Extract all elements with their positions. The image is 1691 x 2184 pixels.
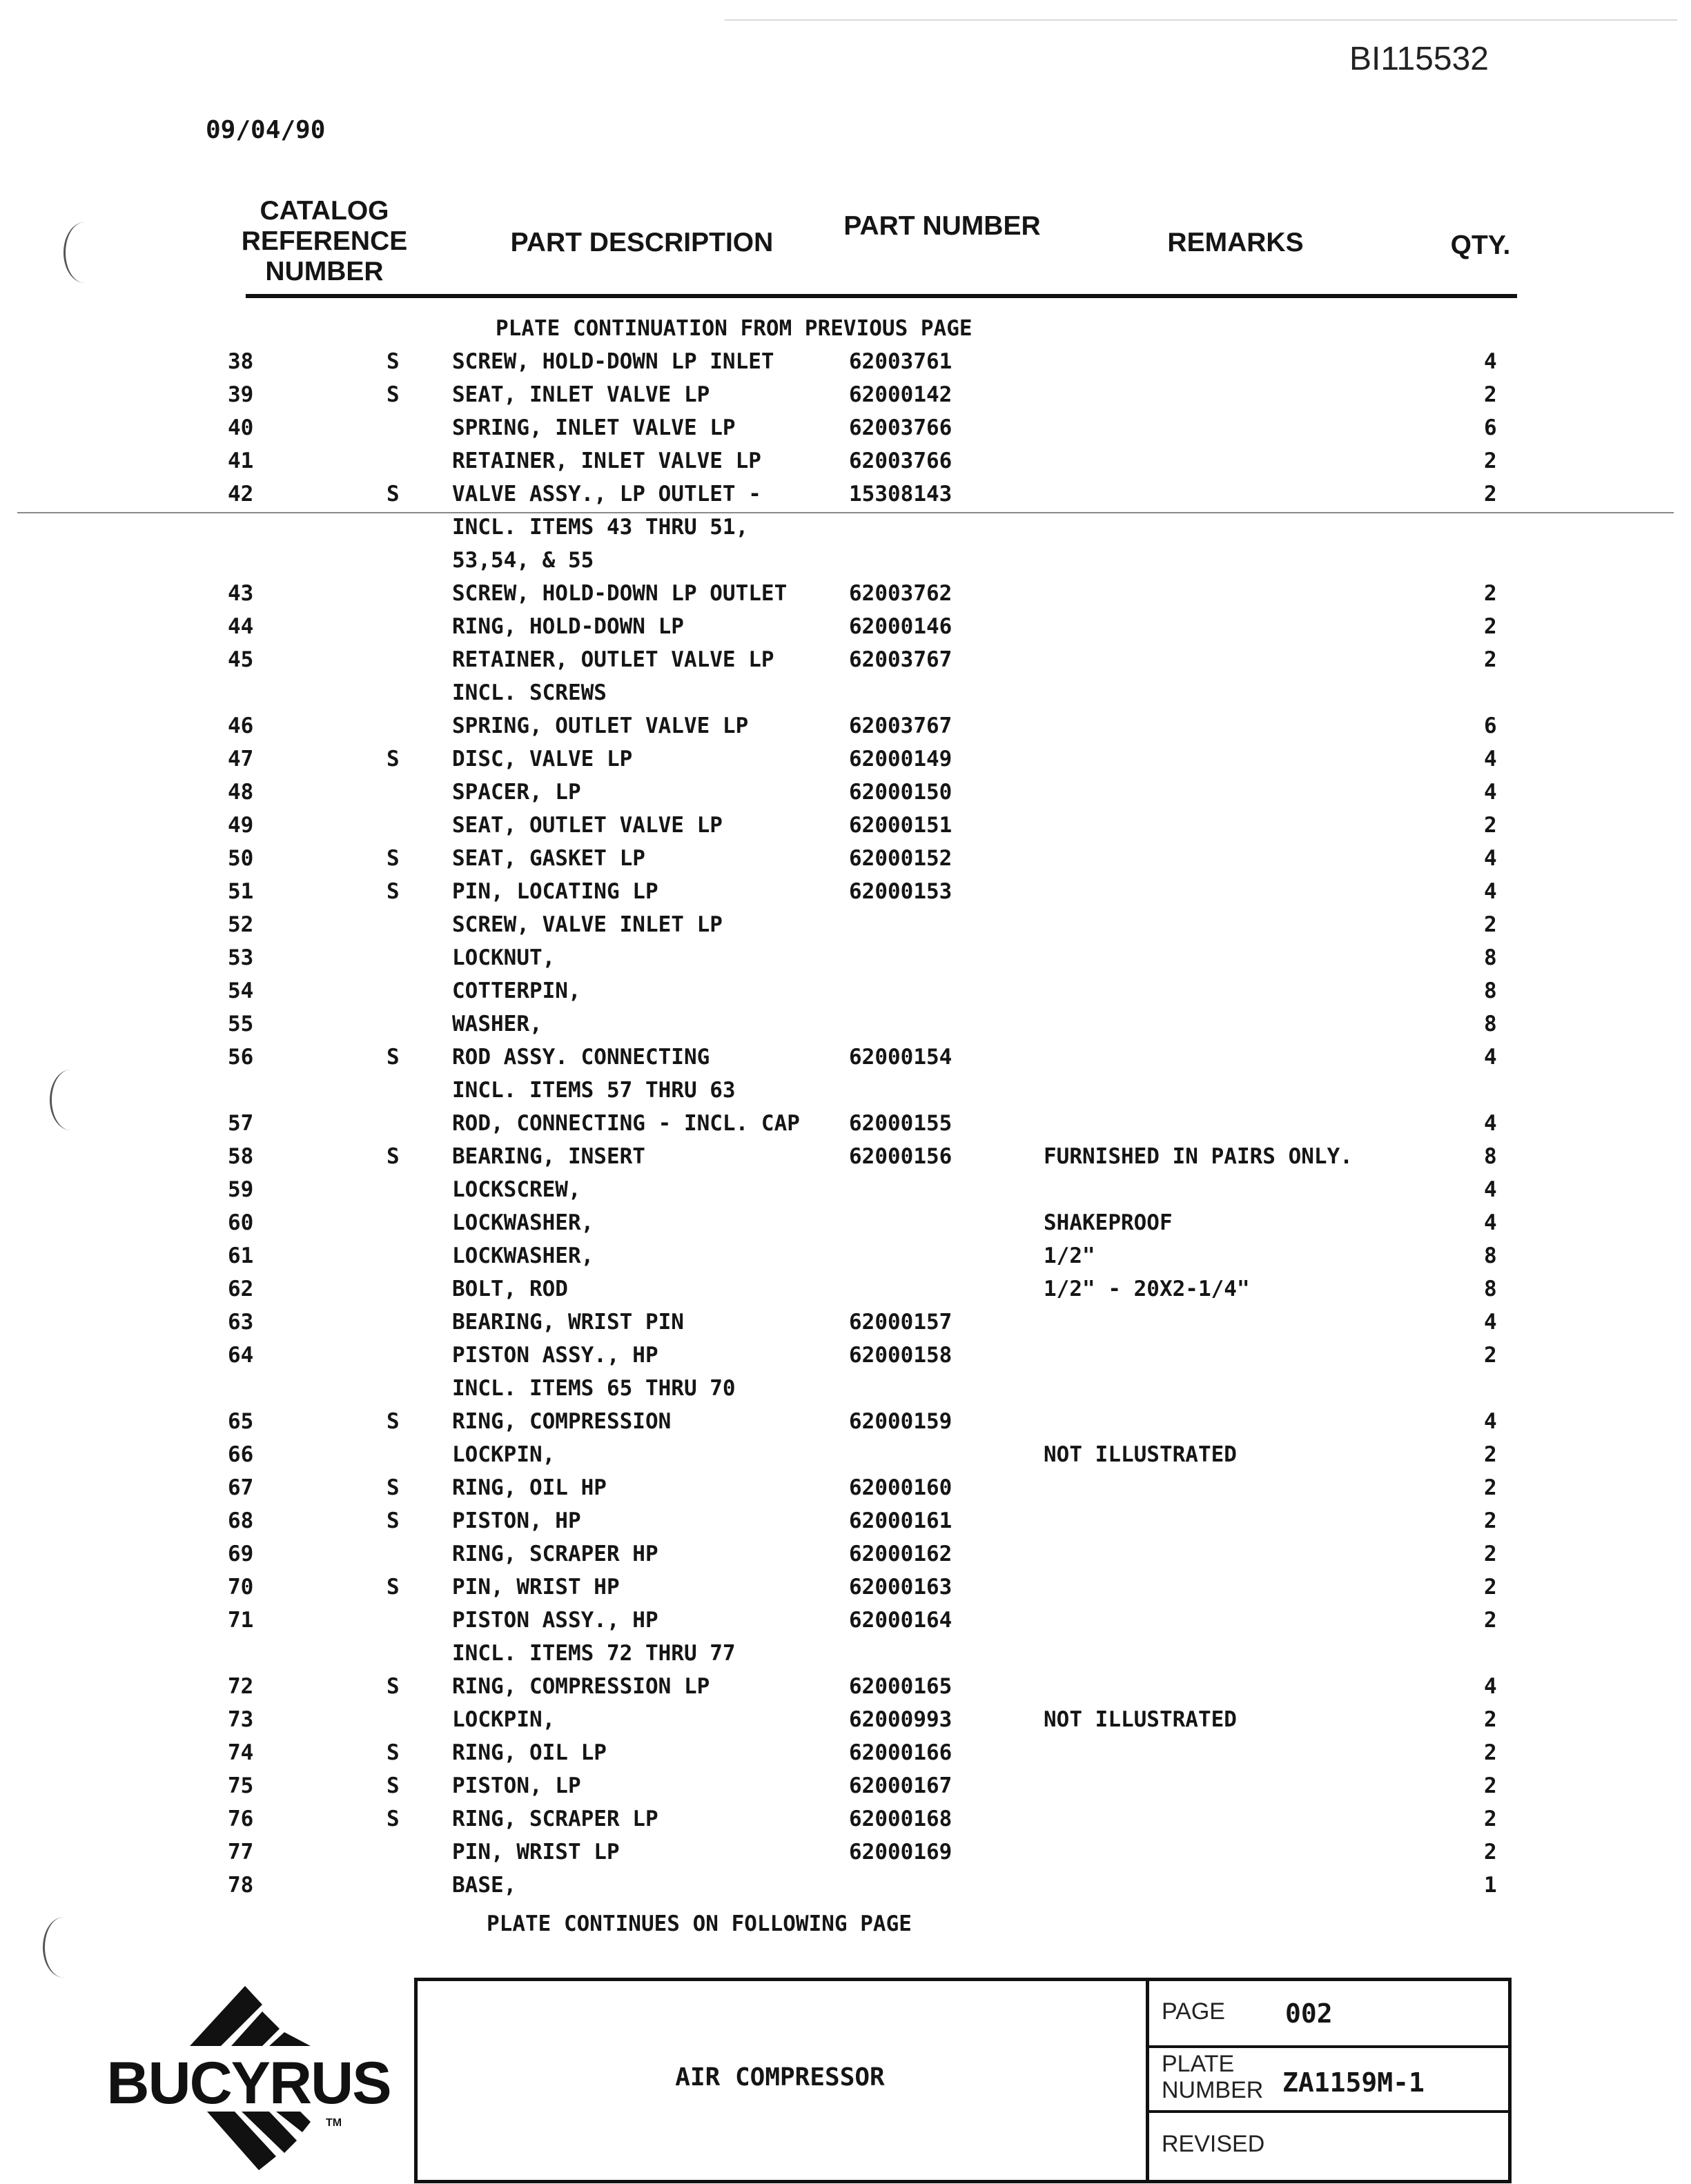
catalog-ref-cell: 58 [228,1144,254,1169]
document-id: BI115532 [1349,41,1489,77]
part-description-cell: BEARING, WRIST PIN [452,1310,684,1335]
plate-number: ZA1159M-1 [1282,2067,1425,2098]
page-number: 002 [1285,1998,1333,2029]
quantity-cell: 4 [1484,349,1497,374]
catalog-ref-cell: 71 [228,1608,254,1633]
part-number-cell: 62003767 [849,714,952,738]
drawing-title: AIR COMPRESSOR [675,2063,885,2092]
part-number-cell: 62000169 [849,1840,952,1865]
quantity-cell: 2 [1484,1740,1497,1765]
part-description-cell: RING, SCRAPER LP [452,1807,658,1831]
quantity-cell: 8 [1484,978,1497,1003]
catalog-ref-cell: 56 [228,1045,254,1070]
part-number-cell: 62000154 [849,1045,952,1070]
part-description-cell: WASHER, [452,1012,543,1036]
part-description-cell: PIN, WRIST LP [452,1840,620,1865]
part-description-cell: RETAINER, INLET VALVE LP [452,449,761,473]
catalog-ref-cell: 51 [228,879,254,904]
spare-flag-cell: S [387,1045,400,1070]
quantity-cell: 2 [1484,1475,1497,1500]
quantity-cell: 2 [1484,382,1497,407]
part-number-cell: 62000161 [849,1508,952,1533]
spare-flag-cell: S [387,1740,400,1765]
part-number-cell: 62003767 [849,647,952,672]
quantity-cell: 4 [1484,879,1497,904]
quantity-cell: 8 [1484,1012,1497,1036]
catalog-ref-cell: 48 [228,780,254,805]
quantity-cell: 4 [1484,846,1497,871]
table-row [0,647,1691,680]
part-description-cell: INCL. ITEMS 65 THRU 70 [452,1376,736,1401]
part-description-cell: BOLT, ROD [452,1277,568,1301]
quantity-cell: 2 [1484,1807,1497,1831]
part-description-cell: SEAT, OUTLET VALVE LP [452,813,723,838]
quantity-cell: 4 [1484,1177,1497,1202]
table-row [0,1078,1691,1111]
table-row [0,1012,1691,1045]
table-row [0,515,1691,548]
document-date: 09/04/90 [206,116,326,144]
quantity-cell: 6 [1484,714,1497,738]
table-row [0,1740,1691,1773]
quantity-cell: 2 [1484,1508,1497,1533]
quantity-cell: 2 [1484,614,1497,639]
part-number-cell: 62000167 [849,1773,952,1798]
part-description-cell: ROD, CONNECTING - INCL. CAP [452,1111,800,1136]
quantity-cell: 2 [1484,1442,1497,1467]
quantity-cell: 2 [1484,813,1497,838]
catalog-ref-cell: 40 [228,415,254,440]
table-row [0,1475,1691,1508]
part-description-cell: SCREW, HOLD-DOWN LP OUTLET [452,581,788,606]
spare-flag-cell: S [387,1508,400,1533]
part-number-cell: 62000155 [849,1111,952,1136]
part-description-cell: SCREW, HOLD-DOWN LP INLET [452,349,774,374]
catalog-ref-cell: 41 [228,449,254,473]
remarks-cell: NOT ILLUSTRATED [1044,1707,1237,1732]
quantity-cell: 4 [1484,1045,1497,1070]
part-number-cell: 62000164 [849,1608,952,1633]
spare-flag-cell: S [387,846,400,871]
remarks-cell: NOT ILLUSTRATED [1044,1442,1237,1467]
table-row [0,449,1691,482]
logo-trademark: TM [326,2117,342,2129]
part-description-cell: BEARING, INSERT [452,1144,645,1169]
part-number-cell: 62000153 [849,879,952,904]
table-row [0,747,1691,780]
catalog-ref-cell: 59 [228,1177,254,1202]
catalog-ref-cell: 39 [228,382,254,407]
table-row [0,1045,1691,1078]
quantity-cell: 4 [1484,780,1497,805]
plate-continued-text: PLATE CONTINUATION FROM PREVIOUS PAGE [496,316,972,341]
table-row [0,1376,1691,1409]
part-description-cell: RING, COMPRESSION LP [452,1674,710,1699]
spare-flag-cell: S [387,1575,400,1600]
part-description-cell: LOCKPIN, [452,1442,556,1467]
table-row [0,1707,1691,1740]
part-number-cell: 62000158 [849,1343,952,1368]
plate-continues-text: PLATE CONTINUES ON FOLLOWING PAGE [487,1911,912,1936]
part-description-cell: LOCKSCREW, [452,1177,581,1202]
catalog-ref-cell: 74 [228,1740,254,1765]
part-description-cell: PISTON ASSY., HP [452,1343,658,1368]
part-description-cell: LOCKNUT, [452,945,556,970]
part-description-cell: SEAT, INLET VALVE LP [452,382,710,407]
table-row [0,1343,1691,1376]
quantity-cell: 2 [1484,1343,1497,1368]
spare-flag-cell: S [387,349,400,374]
part-number-cell: 62000168 [849,1807,952,1831]
part-number-cell: 62000159 [849,1409,952,1434]
catalog-ref-cell: 43 [228,581,254,606]
table-row [0,1608,1691,1641]
part-description-cell: PIN, LOCATING LP [452,879,658,904]
quantity-cell: 2 [1484,449,1497,473]
part-number-cell: 62000142 [849,382,952,407]
plate-continues-note [0,1911,1691,1945]
catalog-ref-cell: 49 [228,813,254,838]
part-description-cell: PIN, WRIST HP [452,1575,620,1600]
part-number-cell: 62000150 [849,780,952,805]
quantity-cell: 2 [1484,482,1497,506]
catalog-ref-cell: 47 [228,747,254,771]
part-number-cell: 62003766 [849,449,952,473]
catalog-ref-cell: 52 [228,912,254,937]
catalog-ref-cell: 75 [228,1773,254,1798]
quantity-cell: 1 [1484,1873,1497,1898]
catalog-ref-cell: 66 [228,1442,254,1467]
table-row [0,548,1691,581]
quantity-cell: 6 [1484,415,1497,440]
table-row [0,1442,1691,1475]
revised-label: REVISED [1162,2131,1265,2157]
catalog-ref-cell: 42 [228,482,254,506]
part-description-cell: ROD ASSY. CONNECTING [452,1045,710,1070]
part-description-cell: PISTON ASSY., HP [452,1608,658,1633]
part-number-cell: 62000156 [849,1144,952,1169]
part-description-cell: LOCKWASHER, [452,1243,594,1268]
part-description-cell: VALVE ASSY., LP OUTLET - [452,482,761,506]
catalog-ref-cell: 77 [228,1840,254,1865]
table-row [0,978,1691,1012]
catalog-ref-cell: 45 [228,647,254,672]
part-description-cell: RING, SCRAPER HP [452,1542,658,1566]
catalog-ref-cell: 64 [228,1343,254,1368]
table-row [0,1575,1691,1608]
table-row [0,945,1691,978]
table-row [0,846,1691,879]
title-block-divider [1146,2110,1508,2113]
part-description-cell: INCL. ITEMS 43 THRU 51, [452,515,749,540]
spare-flag-cell: S [387,747,400,771]
header-part-description: PART DESCRIPTION [510,228,774,257]
part-description-cell: COTTERPIN, [452,978,581,1003]
catalog-ref-cell: 78 [228,1873,254,1898]
part-description-cell: RING, OIL HP [452,1475,607,1500]
quantity-cell: 8 [1484,945,1497,970]
part-description-cell: LOCKWASHER, [452,1210,594,1235]
catalog-ref-cell: 44 [228,614,254,639]
header-remarks: REMARKS [1167,228,1304,257]
part-description-cell: DISC, VALVE LP [452,747,633,771]
part-description-cell: INCL. SCREWS [452,680,607,705]
quantity-cell: 2 [1484,1542,1497,1566]
catalog-ref-cell: 63 [228,1310,254,1335]
part-number-cell: 62000151 [849,813,952,838]
remarks-cell: FURNISHED IN PAIRS ONLY. [1044,1144,1353,1169]
quantity-cell: 4 [1484,1210,1497,1235]
spare-flag-cell: S [387,879,400,904]
title-block-divider [1146,1978,1149,2183]
title-block-divider [1146,2045,1508,2048]
table-row [0,1277,1691,1310]
table-row [0,879,1691,912]
part-number-cell: 62000149 [849,747,952,771]
part-number-cell: 15308143 [849,482,952,506]
spare-flag-cell: S [387,482,400,506]
table-row [0,1840,1691,1873]
header-catalog-ref: CATALOG REFERENCE NUMBER [241,196,408,286]
plate-number-label: PLATE NUMBER [1162,2051,1264,2103]
part-number-cell: 62000165 [849,1674,952,1699]
table-row [0,1674,1691,1707]
table-row [0,1641,1691,1674]
catalog-ref-cell: 69 [228,1542,254,1566]
catalog-ref-cell: 57 [228,1111,254,1136]
part-description-cell: INCL. ITEMS 72 THRU 77 [452,1641,736,1666]
catalog-ref-cell: 60 [228,1210,254,1235]
quantity-cell: 4 [1484,1111,1497,1136]
catalog-ref-cell: 76 [228,1807,254,1831]
part-description-cell: PISTON, LP [452,1773,581,1798]
table-row [0,415,1691,449]
table-row [0,581,1691,614]
quantity-cell: 2 [1484,1575,1497,1600]
bucyrus-logo [104,1980,393,2174]
spare-flag-cell: S [387,1475,400,1500]
table-row [0,680,1691,714]
table-row [0,1210,1691,1243]
table-row [0,912,1691,945]
quantity-cell: 4 [1484,747,1497,771]
part-number-cell: 62003762 [849,581,952,606]
table-row [0,1111,1691,1144]
table-row [0,382,1691,415]
catalog-ref-cell: 38 [228,349,254,374]
catalog-ref-cell: 73 [228,1707,254,1732]
catalog-ref-cell: 61 [228,1243,254,1268]
spare-flag-cell: S [387,1674,400,1699]
quantity-cell: 2 [1484,1840,1497,1865]
table-row [0,482,1691,515]
catalog-ref-cell: 55 [228,1012,254,1036]
remarks-cell: 1/2" [1044,1243,1095,1268]
part-number-cell: 62003766 [849,415,952,440]
quantity-cell: 4 [1484,1409,1497,1434]
part-description-cell: RING, OIL LP [452,1740,607,1765]
part-number-cell: 62000146 [849,614,952,639]
quantity-cell: 2 [1484,1608,1497,1633]
quantity-cell: 2 [1484,912,1497,937]
catalog-ref-cell: 65 [228,1409,254,1434]
part-description-cell: RING, COMPRESSION [452,1409,672,1434]
part-description-cell: RETAINER, OUTLET VALVE LP [452,647,774,672]
table-row [0,1542,1691,1575]
part-description-cell: RING, HOLD-DOWN LP [452,614,684,639]
part-description-cell: INCL. ITEMS 57 THRU 63 [452,1078,736,1103]
part-number-cell: 62000163 [849,1575,952,1600]
spare-flag-cell: S [387,1807,400,1831]
catalog-ref-cell: 72 [228,1674,254,1699]
table-row [0,714,1691,747]
part-number-cell: 62000160 [849,1475,952,1500]
part-number-cell: 62003761 [849,349,952,374]
table-row [0,349,1691,382]
header-part-number: PART NUMBER [843,211,1041,241]
table-row [0,1873,1691,1906]
quantity-cell: 4 [1484,1674,1497,1699]
part-description-cell: SPACER, LP [452,780,581,805]
spare-flag-cell: S [387,382,400,407]
table-row [0,780,1691,813]
quantity-cell: 2 [1484,1707,1497,1732]
part-number-cell: 62000993 [849,1707,952,1732]
catalog-ref-cell: 53 [228,945,254,970]
quantity-cell: 4 [1484,1310,1497,1335]
part-description-cell: PISTON, HP [452,1508,581,1533]
part-description-cell: SCREW, VALVE INLET LP [452,912,723,937]
page-label: PAGE [1162,1998,1225,2025]
catalog-ref-cell: 54 [228,978,254,1003]
remarks-cell: 1/2" - 20X2-1/4" [1044,1277,1250,1301]
spare-flag-cell: S [387,1773,400,1798]
part-number-cell: 62000152 [849,846,952,871]
part-number-cell: 62000166 [849,1740,952,1765]
table-row [0,614,1691,647]
catalog-ref-cell: 62 [228,1277,254,1301]
quantity-cell: 8 [1484,1243,1497,1268]
table-row [0,1310,1691,1343]
table-row [0,813,1691,846]
part-description-cell: LOCKPIN, [452,1707,556,1732]
quantity-cell: 2 [1484,647,1497,672]
part-description-cell: SPRING, OUTLET VALVE LP [452,714,749,738]
quantity-cell: 8 [1484,1144,1497,1169]
catalog-ref-cell: 50 [228,846,254,871]
quantity-cell: 2 [1484,581,1497,606]
part-description-cell: SEAT, GASKET LP [452,846,645,871]
remarks-cell: SHAKEPROOF [1044,1210,1173,1235]
part-description-cell: 53,54, & 55 [452,548,594,573]
spare-flag-cell: S [387,1144,400,1169]
catalog-ref-cell: 46 [228,714,254,738]
table-row [0,1177,1691,1210]
part-description-cell: SPRING, INLET VALVE LP [452,415,736,440]
part-description-cell: BASE, [452,1873,517,1898]
catalog-ref-cell: 67 [228,1475,254,1500]
catalog-ref-cell: 70 [228,1575,254,1600]
logo-wordmark: BUCYRUS [106,2050,391,2116]
table-row [0,1409,1691,1442]
table-row [0,1243,1691,1277]
quantity-cell: 8 [1484,1277,1497,1301]
quantity-cell: 2 [1484,1773,1497,1798]
header-qty: QTY. [1450,230,1511,260]
table-row [0,1807,1691,1840]
table-row [0,1144,1691,1177]
table-row [0,1508,1691,1542]
catalog-ref-cell: 68 [228,1508,254,1533]
table-row [0,1773,1691,1807]
part-number-cell: 62000162 [849,1542,952,1566]
spare-flag-cell: S [387,1409,400,1434]
part-number-cell: 62000157 [849,1310,952,1335]
